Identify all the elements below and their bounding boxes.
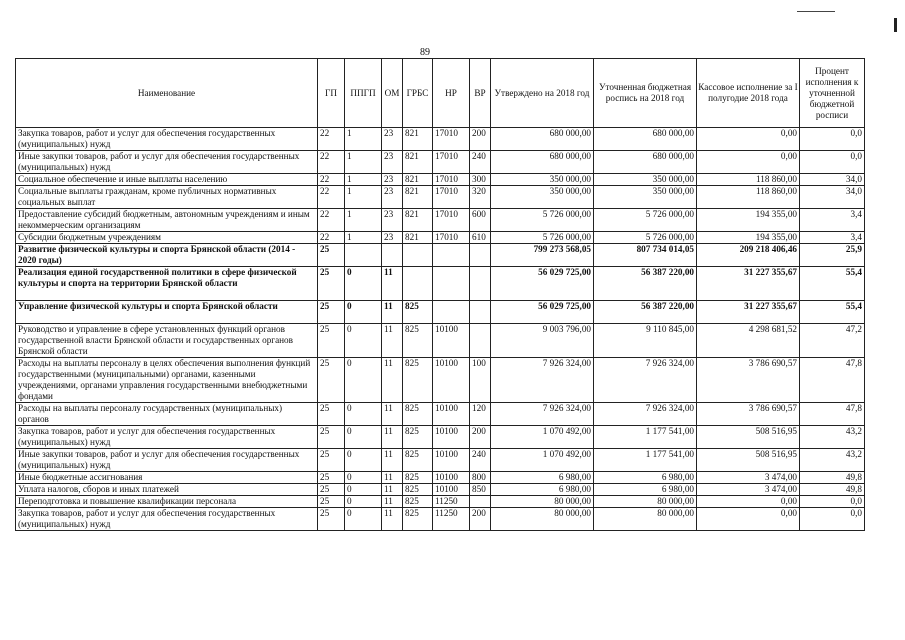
cell-gp: 25 <box>318 508 345 531</box>
table-row <box>16 301 865 324</box>
table-row <box>16 151 865 174</box>
page-number: 89 <box>420 47 430 58</box>
cell-name: Реализация единой государственной политики в сфере физической культуры и спорта на территории Брянской области <box>16 267 318 301</box>
budget-table <box>15 58 865 531</box>
cell-nr: 10100 <box>433 449 470 472</box>
cell-percent: 34,0 <box>800 186 865 209</box>
table-row <box>16 484 865 496</box>
cell-ppgp: 0 <box>345 508 382 531</box>
cell-cash: 3 786 690,57 <box>697 358 800 403</box>
cell-vr: 850 <box>470 484 491 496</box>
cell-name: Закупка товаров, работ и услуг для обеспечения государственных (муниципальных) нужд <box>16 508 318 531</box>
cell-ppgp: 1 <box>345 174 382 186</box>
table-row <box>16 358 865 403</box>
cell-om: 11 <box>382 426 403 449</box>
cell-refined: 7 926 324,00 <box>594 358 697 403</box>
cell-nr: 17010 <box>433 232 470 244</box>
cell-cash: 3 474,00 <box>697 472 800 484</box>
cell-nr: 17010 <box>433 174 470 186</box>
cell-om: 23 <box>382 128 403 151</box>
cell-percent: 55,4 <box>800 301 865 324</box>
cell-approved: 680 000,00 <box>491 128 594 151</box>
cell-om: 23 <box>382 186 403 209</box>
scan-mark <box>797 11 835 12</box>
cell-approved: 350 000,00 <box>491 186 594 209</box>
table-row <box>16 449 865 472</box>
cell-name: Переподготовка и повышение квалификации персонала <box>16 496 318 508</box>
cell-grbs: 821 <box>403 186 433 209</box>
cell-refined: 80 000,00 <box>594 508 697 531</box>
cell-grbs: 825 <box>403 324 433 358</box>
cell-cash: 0,00 <box>697 151 800 174</box>
table-header-row <box>16 59 865 128</box>
cell-cash: 194 355,00 <box>697 232 800 244</box>
cell-cash: 508 516,95 <box>697 426 800 449</box>
cell-nr: 11250 <box>433 496 470 508</box>
table-row <box>16 209 865 232</box>
cell-om: 11 <box>382 449 403 472</box>
cell-nr: 17010 <box>433 186 470 209</box>
cell-nr: 17010 <box>433 209 470 232</box>
cell-om: 11 <box>382 484 403 496</box>
cell-grbs <box>403 244 433 267</box>
cell-name: Иные закупки товаров, работ и услуг для обеспечения государственных (муниципальных) нужд <box>16 449 318 472</box>
cell-ppgp: 0 <box>345 267 382 301</box>
cell-vr <box>470 301 491 324</box>
cell-gp: 25 <box>318 472 345 484</box>
cell-name: Социальные выплаты гражданам, кроме публичных нормативных социальных выплат <box>16 186 318 209</box>
cell-om: 11 <box>382 358 403 403</box>
cell-percent: 43,2 <box>800 426 865 449</box>
cell-cash: 3 786 690,57 <box>697 403 800 426</box>
table-body <box>16 128 865 531</box>
cell-approved: 799 273 568,05 <box>491 244 594 267</box>
cell-percent: 55,4 <box>800 267 865 301</box>
cell-ppgp: 0 <box>345 301 382 324</box>
cell-gp: 25 <box>318 403 345 426</box>
cell-gp: 25 <box>318 484 345 496</box>
cell-vr: 200 <box>470 508 491 531</box>
cell-vr: 240 <box>470 151 491 174</box>
cell-gp: 22 <box>318 174 345 186</box>
cell-gp: 22 <box>318 128 345 151</box>
cell-name: Иные бюджетные ассигнования <box>16 472 318 484</box>
cell-percent: 49,8 <box>800 484 865 496</box>
cell-vr <box>470 324 491 358</box>
table-row <box>16 267 865 301</box>
cell-om: 23 <box>382 151 403 174</box>
cell-ppgp: 1 <box>345 186 382 209</box>
scan-mark <box>894 18 897 32</box>
cell-name: Расходы на выплаты персоналу государственных (муниципальных) органов <box>16 403 318 426</box>
cell-ppgp: 0 <box>345 472 382 484</box>
cell-approved: 80 000,00 <box>491 496 594 508</box>
cell-vr: 240 <box>470 449 491 472</box>
cell-refined: 1 177 541,00 <box>594 449 697 472</box>
cell-name: Предоставление субсидий бюджетным, автономным учреждениям и иным некоммерческим организациям <box>16 209 318 232</box>
cell-refined: 56 387 220,00 <box>594 267 697 301</box>
cell-percent: 47,2 <box>800 324 865 358</box>
cell-ppgp: 0 <box>345 449 382 472</box>
cell-cash: 118 860,00 <box>697 186 800 209</box>
cell-percent: 47,8 <box>800 403 865 426</box>
cell-grbs: 821 <box>403 209 433 232</box>
table-row <box>16 174 865 186</box>
cell-cash: 4 298 681,52 <box>697 324 800 358</box>
cell-vr <box>470 496 491 508</box>
cell-percent: 25,9 <box>800 244 865 267</box>
cell-approved: 5 726 000,00 <box>491 232 594 244</box>
header-om: ОМ <box>382 59 403 128</box>
cell-approved: 9 003 796,00 <box>491 324 594 358</box>
cell-approved: 5 726 000,00 <box>491 209 594 232</box>
cell-nr: 17010 <box>433 151 470 174</box>
cell-vr: 200 <box>470 426 491 449</box>
cell-gp: 25 <box>318 449 345 472</box>
header-cash: Кассовое исполнение за I полугодие 2018 года <box>697 59 800 128</box>
cell-approved: 680 000,00 <box>491 151 594 174</box>
cell-vr: 320 <box>470 186 491 209</box>
cell-approved: 80 000,00 <box>491 508 594 531</box>
cell-name: Управление физической культуры и спорта Брянской области <box>16 301 318 324</box>
cell-vr: 600 <box>470 209 491 232</box>
cell-om: 11 <box>382 496 403 508</box>
cell-gp: 25 <box>318 301 345 324</box>
cell-percent: 3,4 <box>800 232 865 244</box>
cell-grbs <box>403 267 433 301</box>
cell-gp: 25 <box>318 267 345 301</box>
cell-refined: 680 000,00 <box>594 128 697 151</box>
cell-cash: 194 355,00 <box>697 209 800 232</box>
cell-refined: 5 726 000,00 <box>594 209 697 232</box>
cell-approved: 6 980,00 <box>491 472 594 484</box>
cell-vr <box>470 267 491 301</box>
cell-grbs: 825 <box>403 403 433 426</box>
cell-om <box>382 244 403 267</box>
cell-gp: 22 <box>318 186 345 209</box>
cell-nr: 17010 <box>433 128 470 151</box>
cell-grbs: 821 <box>403 232 433 244</box>
cell-ppgp: 0 <box>345 403 382 426</box>
cell-gp: 25 <box>318 496 345 508</box>
cell-cash: 209 218 406,46 <box>697 244 800 267</box>
cell-approved: 350 000,00 <box>491 174 594 186</box>
cell-percent: 0,0 <box>800 496 865 508</box>
cell-ppgp: 1 <box>345 128 382 151</box>
cell-gp: 22 <box>318 151 345 174</box>
cell-name: Иные закупки товаров, работ и услуг для обеспечения государственных (муниципальных) нужд <box>16 151 318 174</box>
cell-vr: 120 <box>470 403 491 426</box>
cell-approved: 6 980,00 <box>491 484 594 496</box>
header-vr: ВР <box>470 59 491 128</box>
cell-grbs: 825 <box>403 496 433 508</box>
cell-name: Руководство и управление в сфере установленных функций органов государственной власти Брянской области и государственных органов Брянской области <box>16 324 318 358</box>
cell-om: 23 <box>382 174 403 186</box>
cell-om: 11 <box>382 301 403 324</box>
table-row <box>16 426 865 449</box>
cell-gp: 25 <box>318 324 345 358</box>
cell-vr: 610 <box>470 232 491 244</box>
cell-approved: 56 029 725,00 <box>491 267 594 301</box>
cell-cash: 0,00 <box>697 508 800 531</box>
table-row <box>16 508 865 531</box>
cell-gp: 25 <box>318 358 345 403</box>
cell-ppgp: 0 <box>345 484 382 496</box>
cell-approved: 56 029 725,00 <box>491 301 594 324</box>
cell-nr: 10100 <box>433 472 470 484</box>
cell-refined: 9 110 845,00 <box>594 324 697 358</box>
cell-ppgp: 0 <box>345 324 382 358</box>
header-grbs: ГРБС <box>403 59 433 128</box>
cell-name: Расходы на выплаты персоналу в целях обеспечения выполнения функций государственными (муниципальными) органами, казенными учреждениями, органами управления государственными внебюджетными фондами <box>16 358 318 403</box>
cell-vr: 300 <box>470 174 491 186</box>
cell-refined: 6 980,00 <box>594 484 697 496</box>
cell-nr: 10100 <box>433 358 470 403</box>
header-gp: ГП <box>318 59 345 128</box>
cell-percent: 47,8 <box>800 358 865 403</box>
cell-grbs: 821 <box>403 128 433 151</box>
cell-ppgp: 1 <box>345 232 382 244</box>
cell-percent: 49,8 <box>800 472 865 484</box>
table-row <box>16 244 865 267</box>
cell-cash: 0,00 <box>697 128 800 151</box>
cell-name: Закупка товаров, работ и услуг для обеспечения государственных (муниципальных) нужд <box>16 128 318 151</box>
cell-ppgp: 0 <box>345 426 382 449</box>
cell-grbs: 825 <box>403 508 433 531</box>
cell-om: 11 <box>382 508 403 531</box>
header-percent: Процент исполнения к уточненной бюджетной росписи <box>800 59 865 128</box>
cell-percent: 3,4 <box>800 209 865 232</box>
cell-cash: 31 227 355,67 <box>697 267 800 301</box>
table-row <box>16 496 865 508</box>
cell-gp: 25 <box>318 244 345 267</box>
cell-refined: 5 726 000,00 <box>594 232 697 244</box>
table-row <box>16 403 865 426</box>
cell-refined: 807 734 014,05 <box>594 244 697 267</box>
cell-refined: 350 000,00 <box>594 186 697 209</box>
cell-approved: 7 926 324,00 <box>491 358 594 403</box>
table-row <box>16 232 865 244</box>
cell-refined: 56 387 220,00 <box>594 301 697 324</box>
cell-approved: 1 070 492,00 <box>491 426 594 449</box>
cell-nr <box>433 244 470 267</box>
cell-ppgp: 1 <box>345 151 382 174</box>
cell-percent: 34,0 <box>800 174 865 186</box>
cell-grbs: 821 <box>403 151 433 174</box>
cell-om: 11 <box>382 472 403 484</box>
cell-percent: 0,0 <box>800 508 865 531</box>
cell-ppgp: 0 <box>345 358 382 403</box>
cell-gp: 22 <box>318 209 345 232</box>
cell-name: Закупка товаров, работ и услуг для обеспечения государственных (муниципальных) нужд <box>16 426 318 449</box>
cell-refined: 680 000,00 <box>594 151 697 174</box>
header-name: Наименование <box>16 59 318 128</box>
cell-cash: 0,00 <box>697 496 800 508</box>
cell-ppgp: 0 <box>345 496 382 508</box>
cell-nr: 11250 <box>433 508 470 531</box>
cell-grbs: 825 <box>403 301 433 324</box>
cell-approved: 1 070 492,00 <box>491 449 594 472</box>
cell-grbs: 825 <box>403 426 433 449</box>
header-refined: Уточненная бюджетная роспись на 2018 год <box>594 59 697 128</box>
cell-nr <box>433 301 470 324</box>
cell-om: 11 <box>382 324 403 358</box>
cell-ppgp <box>345 244 382 267</box>
cell-gp: 25 <box>318 426 345 449</box>
header-approved: Утверждено на 2018 год <box>491 59 594 128</box>
cell-cash: 508 516,95 <box>697 449 800 472</box>
cell-om: 23 <box>382 232 403 244</box>
header-ppgp: ППГП <box>345 59 382 128</box>
table-row <box>16 128 865 151</box>
cell-nr: 10100 <box>433 484 470 496</box>
cell-refined: 7 926 324,00 <box>594 403 697 426</box>
cell-vr <box>470 244 491 267</box>
cell-percent: 43,2 <box>800 449 865 472</box>
cell-om: 11 <box>382 267 403 301</box>
cell-grbs: 821 <box>403 174 433 186</box>
cell-name: Социальное обеспечение и иные выплаты населению <box>16 174 318 186</box>
cell-ppgp: 1 <box>345 209 382 232</box>
cell-name: Уплата налогов, сборов и иных платежей <box>16 484 318 496</box>
cell-vr: 800 <box>470 472 491 484</box>
cell-refined: 1 177 541,00 <box>594 426 697 449</box>
cell-om: 11 <box>382 403 403 426</box>
cell-vr: 100 <box>470 358 491 403</box>
table-row <box>16 186 865 209</box>
cell-refined: 6 980,00 <box>594 472 697 484</box>
cell-approved: 7 926 324,00 <box>491 403 594 426</box>
cell-nr: 10100 <box>433 324 470 358</box>
cell-nr: 10100 <box>433 426 470 449</box>
table-row <box>16 324 865 358</box>
cell-percent: 0,0 <box>800 151 865 174</box>
cell-refined: 80 000,00 <box>594 496 697 508</box>
cell-nr: 10100 <box>433 403 470 426</box>
header-nr: НР <box>433 59 470 128</box>
cell-grbs: 825 <box>403 358 433 403</box>
cell-grbs: 825 <box>403 484 433 496</box>
cell-cash: 118 860,00 <box>697 174 800 186</box>
cell-percent: 0,0 <box>800 128 865 151</box>
cell-nr <box>433 267 470 301</box>
cell-grbs: 825 <box>403 449 433 472</box>
cell-gp: 22 <box>318 232 345 244</box>
cell-cash: 31 227 355,67 <box>697 301 800 324</box>
table-row <box>16 472 865 484</box>
cell-name: Развитие физической культуры и спорта Брянской области (2014 - 2020 годы) <box>16 244 318 267</box>
cell-name: Субсидии бюджетным учреждениям <box>16 232 318 244</box>
cell-cash: 3 474,00 <box>697 484 800 496</box>
cell-om: 23 <box>382 209 403 232</box>
cell-refined: 350 000,00 <box>594 174 697 186</box>
cell-vr: 200 <box>470 128 491 151</box>
cell-grbs: 825 <box>403 472 433 484</box>
